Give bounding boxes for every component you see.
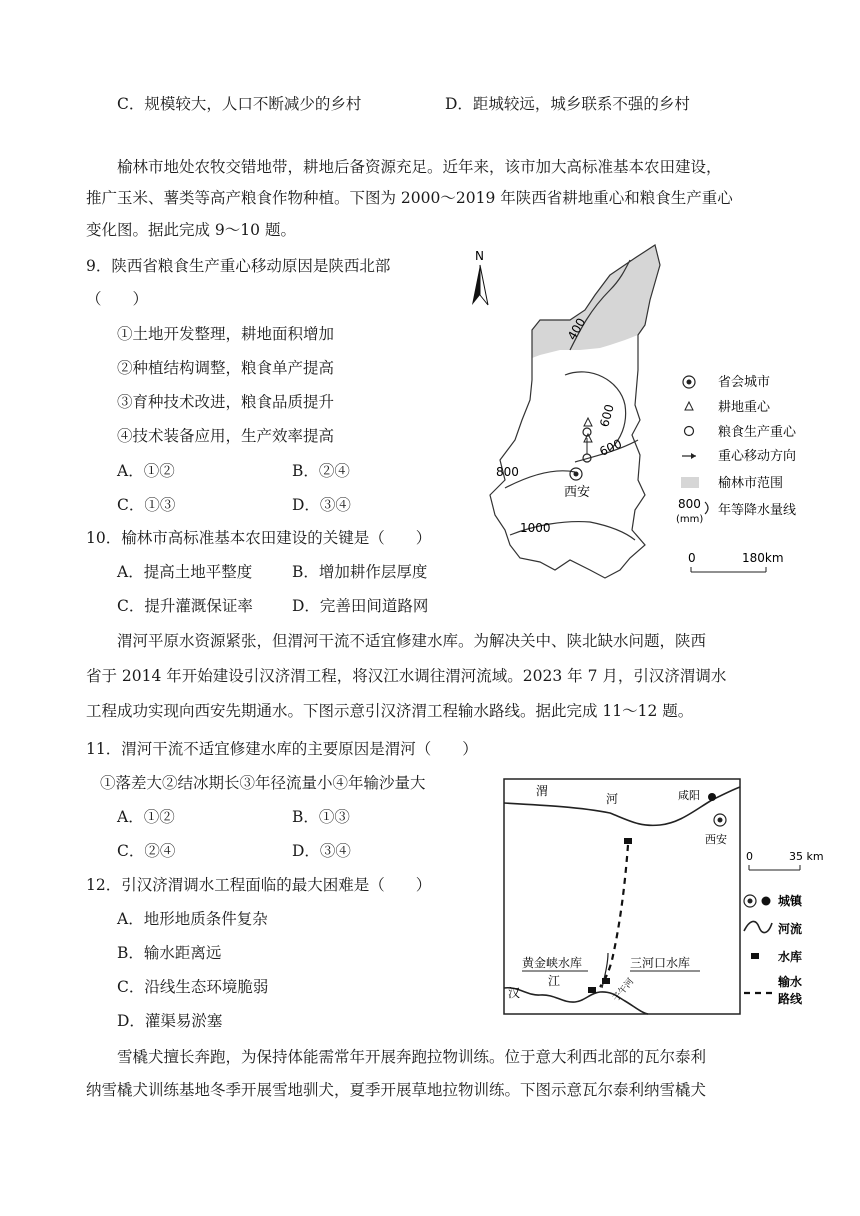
- legend-grain-icon: [685, 427, 694, 436]
- legend-direction-label: 重心移动方向: [718, 449, 797, 464]
- isohyet-600a-label: 600: [597, 402, 617, 429]
- legend-route-label-1: 输水: [778, 975, 803, 989]
- q12-option-a: A．地形地质条件复杂: [117, 910, 268, 928]
- q9-stem: 9．陕西省粮食生产重心移动原因是陕西北部: [86, 257, 391, 275]
- passage1-line1: 榆林市地处农牧交错地带，耕地后备资源充足。近年来，该市加大高标准基本农田建设，: [117, 158, 722, 176]
- north-label: N: [475, 249, 484, 263]
- grain-center-mark-1: [583, 428, 591, 436]
- q12-stem: 12．引汉济渭调水工程面临的最大困难是（ ）: [86, 876, 432, 894]
- q9-option-a: A．①②: [117, 462, 175, 480]
- q10-option-d: D．完善田间道路网: [292, 597, 429, 615]
- north-arrow-icon: [472, 249, 488, 305]
- q11-stem: 11．渭河干流不适宜修建水库的主要原因是渭河（ ）: [86, 740, 478, 758]
- han-label-1: 汉: [508, 986, 521, 1000]
- wei-label-1: 渭: [536, 784, 549, 798]
- q11-option-c: C．②④: [117, 842, 176, 860]
- q9-statement-4: ④技术装备应用，生产效率提高: [117, 427, 335, 445]
- legend-reservoir-label: 水库: [778, 950, 803, 964]
- passage2-line2: 省于 2014 年开始建设引汉济渭工程，将汉江水调往渭河流域。2023 年 7 月，引汉济渭调水: [86, 667, 727, 685]
- map2-scale-zero: 0: [746, 850, 753, 863]
- q11-option-b: B．①③: [292, 808, 350, 826]
- diversion-route: [600, 845, 628, 987]
- isohyet-1000-label: 1000: [520, 521, 551, 535]
- passage3-line1: 雪橇犬擅长奔跑，为保持体能需常年开展奔跑拉物训练。位于意大利西北部的瓦尔泰利: [117, 1048, 707, 1066]
- q10-option-c: C．提升灌溉保证率: [117, 597, 253, 615]
- q11-option-a: A．①②: [117, 808, 175, 826]
- q9-option-d: D．③④: [292, 496, 351, 514]
- passage1-line3: 变化图。据此完成 9～10 题。: [86, 221, 296, 239]
- farmland-center-mark-1: [584, 418, 592, 426]
- q10-option-a: A．提高土地平整度: [117, 563, 253, 581]
- q12-option-b: B．输水距离远: [117, 944, 222, 962]
- q9-statement-1: ①土地开发整理，耕地面积增加: [117, 325, 335, 343]
- q10-option-b: B．增加耕作层厚度: [292, 563, 428, 581]
- water-diversion-route-map: [500, 775, 825, 1025]
- q9-option-c: C．①③: [117, 496, 176, 514]
- xianyang-icon: [708, 793, 716, 801]
- legend-isohyet-label: 年等降水量线: [718, 503, 797, 518]
- han-label-2: 江: [548, 974, 561, 988]
- q12-option-c: C．沿线生态环境脆弱: [117, 978, 269, 996]
- scale-value: 180km: [742, 551, 784, 565]
- sanhekou-label: 三河口水库: [630, 956, 691, 970]
- xian-label: 西安: [564, 485, 591, 500]
- legend-reservoir-icon: [751, 953, 759, 959]
- scale-zero: 0: [688, 551, 696, 565]
- xian-map2-label: 西安: [705, 833, 727, 846]
- q9-statement-2: ②种植结构调整，粮食单产提高: [117, 359, 335, 377]
- q12-option-d: D．灌渠易淤塞: [117, 1012, 223, 1030]
- legend-isohyet-icon: [705, 502, 708, 514]
- q9-statement-3: ③育种技术改进，粮食品质提升: [117, 393, 335, 411]
- isohyet-400-label: 400: [564, 315, 589, 343]
- passage2-line1: 渭河平原水资源紧张，但渭河干流不适宜修建水库。为解决关中、陕北缺水问题，陕西: [117, 632, 707, 650]
- isohyet-600b-label: 600: [597, 436, 625, 459]
- legend-town-label: 城镇: [778, 894, 803, 908]
- legend-iso-unit: (mm): [676, 514, 704, 525]
- legend-farmland-icon: [685, 402, 693, 410]
- shaanxi-gravity-center-map: [460, 240, 830, 585]
- q10-stem: 10．榆林市高标准基本农田建设的关键是（ ）: [86, 529, 432, 547]
- legend-farmland-label: 耕地重心: [718, 400, 771, 415]
- map2-frame: [504, 779, 740, 1014]
- wei-label-2: 河: [606, 792, 619, 806]
- legend-grain-label: 粮食生产重心: [718, 425, 797, 440]
- legend-capital-label: 省会城市: [718, 375, 771, 390]
- sanhekou-reservoir-icon: [602, 978, 610, 984]
- passage2-line3: 工程成功实现向西安先期通水。下图示意引汉济渭工程输水路线。据此完成 11～12 题。: [86, 702, 694, 720]
- yulin-region: [532, 245, 660, 358]
- ziwu-label: 子午河: [611, 976, 637, 1004]
- legend-route-label-2: 路线: [778, 992, 803, 1006]
- legend-iso-value: 800: [678, 497, 701, 511]
- legend-yulin-label: 榆林市范围: [718, 476, 784, 491]
- xianyang-label: 咸阳: [678, 789, 700, 802]
- huangjinxia-label: 黄金峡水库: [522, 956, 583, 970]
- q8-option-d: D．距城较远，城乡联系不强的乡村: [445, 95, 690, 113]
- passage1-line2: 推广玉米、薯类等高产粮食作物种植。下图为 2000～2019 年陕西省耕地重心和粮食生产重心: [86, 189, 733, 207]
- q8-option-c: C．规模较大，人口不断减少的乡村: [117, 95, 362, 113]
- huangjinxia-reservoir-icon: [588, 987, 596, 993]
- q9-option-b: B．②④: [292, 462, 350, 480]
- map1-legend: [676, 374, 797, 572]
- legend-yulin-swatch: [681, 477, 699, 488]
- q11-option-d: D．③④: [292, 842, 351, 860]
- wei-reservoir-icon: [624, 838, 632, 844]
- legend-river-icon: [744, 921, 772, 932]
- legend-river-label: 河流: [778, 922, 803, 936]
- q11-statements: ①落差大②结冰期长③年径流量小④年输沙量大: [100, 774, 426, 792]
- q9-blank: （ ）: [86, 290, 149, 308]
- isohyet-800-label: 800: [496, 465, 519, 479]
- passage3-line2: 纳雪橇犬训练基地冬季开展雪地驯犬，夏季开展草地拉物训练。下图示意瓦尔泰利纳雪橇犬: [86, 1081, 707, 1099]
- map2-scale-value: 35 km: [789, 850, 824, 863]
